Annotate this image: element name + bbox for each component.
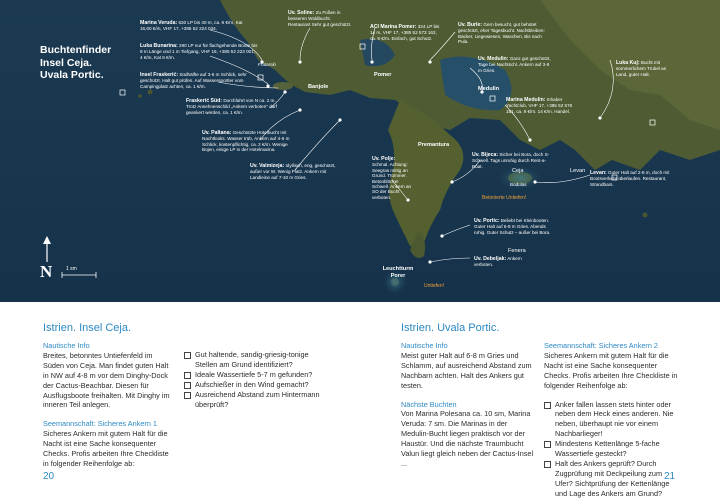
checklist-item (184, 370, 320, 380)
checklist-item (544, 439, 680, 459)
annotation-text: Bucht mit sommerlichem Trubel an Land, guter Halt. (616, 60, 667, 77)
annotation-text: Guter Halt auf 2-6 m, doch mit Bootsverkehr überlaufen. Restaurant, Strandbars. (590, 170, 670, 187)
annotation-title: Uv. Medulin: (478, 56, 509, 62)
checklist-label: Anker fallen lassen stets hinter oder neben dem Heck eines anderen. Nie neben, überhaupt nie vor einem Nachbarlieger! (555, 399, 674, 439)
annotation-title: Marina Medulin: (506, 97, 546, 103)
annotation-title: Luka Kuj: (616, 60, 640, 66)
place-fratarski: Fratarski (258, 62, 276, 67)
place-levan: Levan (570, 168, 586, 174)
checklist-item (544, 400, 680, 440)
checklist-item (184, 390, 320, 410)
place-premantura: Premantura (418, 142, 450, 148)
checklist-label: Ausreichend Abstand zum Hintermann überprüft? (195, 389, 320, 409)
place-ceja: Ceja (512, 168, 524, 174)
annotation-paltana (202, 130, 298, 153)
fraskeric-island (273, 82, 293, 90)
checkbox-icon[interactable] (184, 352, 191, 359)
checkbox-icon[interactable] (544, 402, 551, 409)
checklist-label: Ideale Wassertiefe 5-7 m gefunden? (195, 369, 313, 379)
annotation-burle (458, 22, 550, 45)
map-title-line: Insel Ceja. (40, 56, 92, 69)
nautical-info-text: Breites, betonntes Untiefenfeld im Süden von Ceja. Man findet guten Halt in NW auf 4-8 m vor dem Dinghy-Dock der Cactus-Beachbar. Diesen für Ausflugsboote freihalten. Mit Dinghy im inneren Teil anlegen. (43, 350, 170, 410)
scale-label: 1 sm (66, 266, 77, 272)
annotation-text: Zu Füßen in besseren Waldbucht. Restaurant Sehr gut geschützt. (288, 10, 352, 27)
annotation-text: Schmal. Achtung: Seegras mittig an Grund. Trümmer. Betonblöcke! Schwell. Ankern an SO der Bucht verboten. (372, 162, 412, 200)
annotation-medulin (478, 56, 552, 73)
annotation-veruda (140, 20, 250, 32)
place-fenera: Fenera (508, 248, 526, 254)
map-title-line: Uvala Portic. (40, 69, 104, 81)
annotation-text: Beliebt bei Kleinbooten. Guter Halt auf 6-8 m Gries. Abends ruhig. Guter Schutz – außer bei Bora. (474, 218, 551, 235)
annotation-bunarina (140, 43, 258, 60)
page-title-right: Istrien. Uvala Portic. (401, 322, 500, 334)
annotation-text: Inhaber Yachtclub, VHF 17, +385 52 576 151, ca. 9 €/m. 14 €/m. Handel. (506, 97, 573, 114)
anchoring-heading: Seemannschaft: Sicheres Ankern 1 (43, 419, 157, 429)
anchoring-text: Sicheres Ankern mit gutem Halt für die Nacht ist eine Sache konsequenter Checks. Profis arbeiten Ihre Checkliste in folgender Reihenfolge ab: (43, 429, 169, 468)
place-bodulas: Bodulas (510, 182, 527, 187)
checklist-label: Mindestens Kettenlänge 5-fache Wassertiefe gesteckt? (555, 439, 660, 459)
annotation-title: Uv. Bijeca: (472, 152, 499, 158)
left-checklist (184, 350, 320, 409)
annotation-levan (590, 170, 676, 187)
checklist-label: Aufschießer in den Wind gemacht? (195, 379, 309, 389)
annotation-text: Idyllisch, eng, geschützt, außer vor W. Wenig Platz. Ankern mit Landleine auf 7-10 m Gries. (250, 163, 336, 180)
annotation-kuj (616, 60, 668, 77)
nautical-info-text: Meist guter Halt auf 6-8 m Gries und Schlamm, auf ausreichend Abstand zum Nachbarn achten. Halt des Ankers gut testen. (401, 350, 532, 390)
annotation-fraskeric-sued (186, 98, 286, 115)
checkbox-icon[interactable] (544, 461, 551, 468)
annotation-title: Uv. Debeljak: (474, 256, 507, 262)
checkbox-icon[interactable] (544, 441, 551, 448)
annotation-title: Uv. Portic: (474, 218, 500, 224)
place-banjole: Banjole (308, 84, 329, 90)
map-title-line: Buchtenfinder (40, 44, 112, 56)
nearby-bays-text: Von Marina Polesana ca. 10 sm, Marina Veruda: 7 sm. Die Marinas in der Medulin-Bucht liegen praktisch vor der Haustür. Und die nächste Traumbucht Valun liegt gleich neben der Cactus-Insel ... (401, 409, 534, 468)
annotation-text: Durchfahrt von N ca. 2 m. Trotz Ansehnenschild „Ankern verboten“ darf geankert werden, ca. 1 €/m. (186, 98, 277, 115)
annotation-bijeca (472, 152, 550, 169)
place-medulin: Medulin (478, 86, 500, 92)
annotation-soline (288, 10, 354, 27)
annotation-title: Levan: (590, 170, 607, 176)
right-anchoring-column (544, 341, 680, 499)
annotation-text: Sicher bei Bora, doch S-Schwell. Tags unruhig durch Rent-a-Boat. (472, 152, 550, 169)
right-text-column (401, 341, 535, 469)
annotation-title: Luka Bunarina: (140, 43, 178, 49)
left-text-column (43, 341, 175, 469)
annotation-text: Gern besucht, gut behütet geschützt, eher Tagesbucht. Nachtbleiben: Bäcker, Liegewiesen, Waschen, Bis nach Pula. (458, 22, 545, 45)
islet (643, 213, 648, 218)
annotation-title: Uv. Polje: (372, 156, 396, 162)
annotation-title: Fraskerić Süd: (186, 98, 223, 104)
annotation-title: Uv. Valmizeja: (250, 163, 285, 169)
annotation-title: Uv. Soline: (288, 10, 315, 16)
annotation-text: Ganz gut geschützt, Tage bei Nachtschl. Ankern auf 3-8 m Gries. (478, 56, 551, 73)
annotation-title: Marina Veruda: (140, 20, 178, 26)
nautical-info-heading: Nautische Info (401, 341, 448, 350)
annotation-polje (372, 156, 412, 200)
annotation-valmizeja (250, 163, 346, 180)
page-number-right: 21 (664, 471, 676, 482)
checklist-label: Halt des Ankers geprüft? Durch Zugprüfung mit Deckpeilung zum Ufer? Sichtprüfung der Kettenlänge und Lage des Ankers am Grund? (555, 458, 670, 498)
map-title (40, 44, 111, 82)
checkbox-icon[interactable] (184, 382, 191, 389)
checklist-item (544, 459, 680, 499)
annotation-title: Insel Fraskerić: (140, 72, 179, 78)
annotation-medulin-marina (506, 97, 582, 114)
annotation-debeljak (474, 256, 524, 268)
annotation-title: Uv. Paltana: (202, 130, 232, 136)
annotation-text: Südhälfte auf 3-6 m Schlick, sehr geschützt. Halt gut prüfen. Auf Wassersportler vom Campingplatz achten, ca. 1 €/m. (140, 72, 247, 89)
checklist-item (184, 350, 320, 370)
annotation-fraskeric (140, 72, 250, 89)
annotation-text: 290 LP nur für flachgehende Boote bis 9 m Länge und 1 m Tiefgang, VHF 16, +385 52 223 001, 4 €/m, Kat 8 €/m. (140, 43, 258, 60)
annotation-pomer (370, 24, 442, 41)
page-title-left: Istrien. Insel Ceja. (43, 322, 132, 334)
annotation-portic (474, 218, 556, 235)
checkbox-icon[interactable] (184, 392, 191, 399)
annotation-text: Ankern verboten. (474, 256, 522, 268)
annotation-title: Uv. Burle: (458, 22, 483, 28)
north-label: N (40, 262, 53, 281)
place-porer-lighthouse: Leuchtturm Porer (382, 266, 414, 279)
nautical-info-heading: Nautische Info (43, 341, 90, 350)
annotation-text: Geschützte Hotelbucht mit Nachtlooks. Wasser trüb, Ankern auf 4-6 m Schlick, kostenpflichtig, ca. 2 €/m. Wenige Bojen, einige LP in der Hotelmarina. (202, 130, 290, 153)
anchoring-text: Sicheres Ankern mit gutem Halt für die Nacht ist eine Sache konsequenter Checks. Profis arbeiten Ihre Checkliste in folgender Reihenfolge ab: (544, 350, 678, 390)
warning-shoals-label: Untiefen! (424, 283, 445, 289)
checklist-item (184, 380, 320, 390)
anchoring-heading: Seemannschaft: Sicheres Ankern 2 (544, 341, 658, 350)
place-pomer: Pomer (374, 72, 392, 78)
annotation-text: 324 LP bis 14 m, VHF 17, +385 52 573 162, ca. 9 €/m. Einfach, gut Schutz. (370, 24, 440, 41)
islet (148, 90, 153, 95)
warning-shoals-label: Betonierte Untiefen! (482, 195, 527, 201)
checkbox-icon[interactable] (184, 372, 191, 379)
page-number-left: 20 (43, 471, 55, 482)
annotation-title: ACI Marina Pomer: (370, 24, 417, 30)
checklist-label: Gut haltende, sandig-griesig-tonige Stellen am Grund identifiziert? (195, 350, 309, 369)
islet (138, 94, 142, 98)
nearby-bays-heading: Nächste Buchten (401, 399, 457, 409)
annotation-text: 630 LP bis 40 m, ca. 9 €/m, Kat 16,60 €/m, VHF 17, +385 52 224 034. (140, 20, 243, 32)
